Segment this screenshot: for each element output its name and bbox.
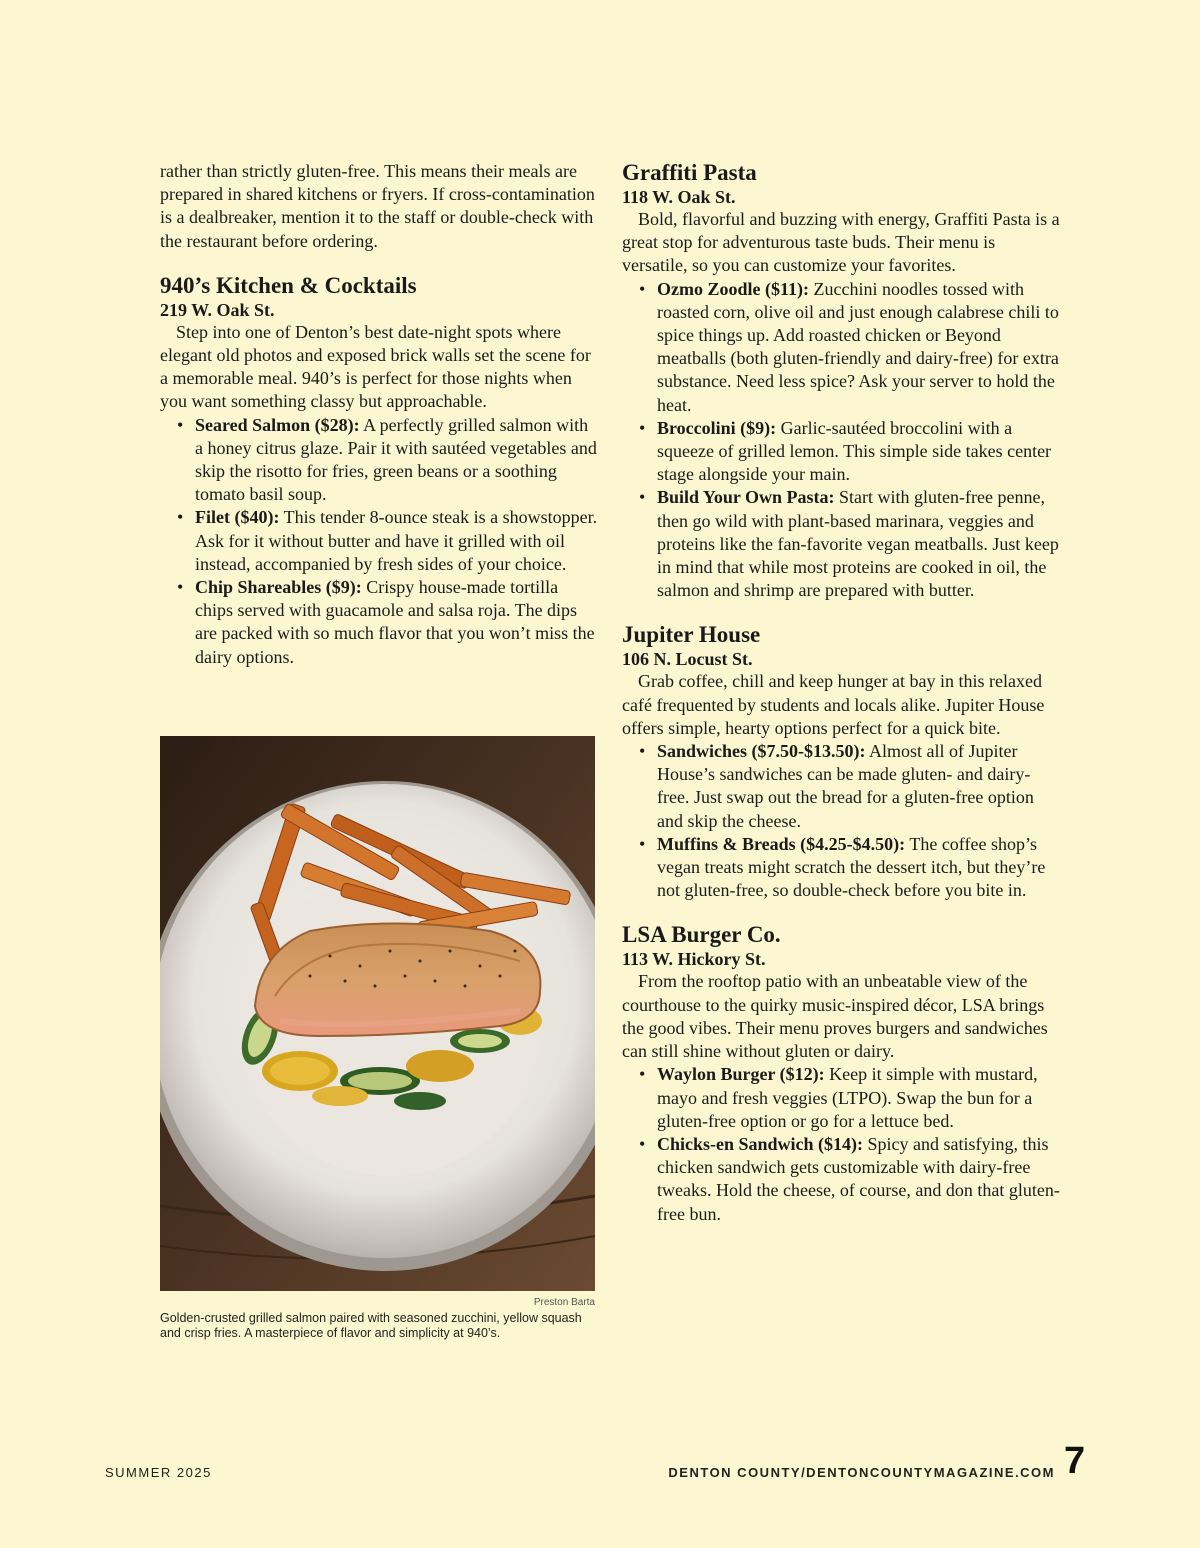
item-text: This tender 8-ounce steak is a showstopper. Ask for it without butter and have it grilled with oil instead, accompanied by fresh sides of your choice. bbox=[195, 507, 598, 574]
item-text: Spicy and satisfying, this chicken sandwich gets customizable with dairy-free tweaks. Hold the cheese, of course, and don that gluten-free bun. bbox=[657, 1133, 1060, 1224]
item-text: Zucchini noodles tossed with roasted corn, olive oil and just enough calabrese chili to spice things up. Add roasted chicken or Beyond meatballs (both gluten-friendly and dairy-free) for extra substance. Need less spice? Ask your server to hold the heat. bbox=[657, 278, 1059, 415]
menu-list bbox=[622, 278, 1062, 603]
item-text: Garlic-sautéed broccolini with a squeeze of grilled lemon. This simple side takes center stage alongside your main. bbox=[657, 417, 1052, 485]
item-text: Crispy house-made tortilla chips served with guacamole and salsa roja. The dips are packed with so much flavor that you won’t miss the dairy options. bbox=[195, 577, 595, 667]
section-lsa-burger bbox=[622, 922, 1062, 1225]
list-item bbox=[657, 486, 1062, 602]
right-column bbox=[622, 160, 1062, 1226]
item-text: The coffee shop’s vegan treats might scratch the dessert itch, but they’re not gluten-free, so double-check before you bite in. bbox=[657, 833, 1046, 901]
section-title: Graffiti Pasta bbox=[622, 160, 757, 185]
photo-caption: Golden-crusted grilled salmon paired with seasoned zucchini, yellow squash and crisp fries. A masterpiece of flavor and simplicity at 940’s. bbox=[160, 1311, 582, 1340]
list-item bbox=[195, 576, 600, 669]
footer-issue-date: SUMMER 2025 bbox=[105, 1465, 212, 1480]
item-name: Waylon Burger ($12): bbox=[657, 1064, 825, 1085]
item-text: Keep it simple with mustard, mayo and fresh veggies (LTPO). Swap the bun for a gluten-free option or go for a lettuce bed. bbox=[657, 1064, 1038, 1131]
section-title: 940’s Kitchen & Cocktails bbox=[160, 272, 417, 298]
list-item bbox=[657, 833, 1062, 903]
section-body: From the rooftop patio with an unbeatable view of the courthouse to the quirky music-inspired décor, LSA brings the good vibes. Their menu proves burgers and sandwiches can still shine without gluten or dairy. bbox=[622, 971, 1048, 1062]
item-name: Chicks-en Sandwich ($14): bbox=[657, 1133, 864, 1154]
section-address: 219 W. Oak St. bbox=[160, 299, 275, 320]
item-name: Muffins & Breads ($4.25-$4.50): bbox=[657, 833, 906, 854]
item-name: Chip Shareables ($9): bbox=[195, 577, 362, 598]
item-text: A perfectly grilled salmon with a honey citrus glaze. Pair it with sautéed vegetables and skip the risotto for fries, green beans or a soothing tomato basil soup. bbox=[195, 414, 597, 505]
footer-publication: DENTON COUNTY/DENTONCOUNTYMAGAZINE.COM bbox=[668, 1465, 1055, 1480]
section-title: Jupiter House bbox=[622, 622, 761, 648]
section-title: LSA Burger Co. bbox=[622, 922, 781, 948]
section-940s-kitchen bbox=[160, 273, 600, 669]
photo-credit: Preston Barta bbox=[533, 1297, 595, 1308]
list-item bbox=[195, 506, 600, 576]
section-body: Step into one of Denton’s best date-night spots where elegant old photos and exposed brick walls set the scene for a memorable meal. 940’s is perfect for those nights when you want something classy but approachable. bbox=[160, 321, 591, 412]
intro-paragraph: rather than strictly gluten-free. This means their meals are prepared in shared kitchens or fryers. If cross-contamination is a dealbreaker, mention it to the staff or double-check with the restaurant before ordering. bbox=[160, 161, 595, 251]
salmon-plate-image bbox=[160, 736, 595, 1291]
item-text: Almost all of Jupiter House’s sandwiches can be made gluten- and dairy-free. Just swap out the bread for a gluten-free option and skip the cheese. bbox=[657, 741, 1034, 831]
menu-list bbox=[622, 740, 1062, 902]
menu-list bbox=[160, 414, 600, 669]
list-item bbox=[195, 414, 600, 507]
item-text: Start with gluten-free penne, then go wild with plant-based marinara, veggies and proteins like the fan-favorite vegan meatballs. Just keep in mind that while most proteins are cooked in oil, the salmon and shrimp are prepared with butter. bbox=[657, 487, 1059, 601]
section-address: 106 N. Locust St. bbox=[622, 649, 753, 670]
section-graffiti-pasta bbox=[622, 160, 1062, 602]
item-name: Filet ($40): bbox=[195, 507, 280, 528]
item-name: Broccolini ($9): bbox=[657, 417, 777, 438]
menu-list bbox=[622, 1063, 1062, 1225]
item-name: Sandwiches ($7.50-$13.50): bbox=[657, 741, 866, 762]
list-item bbox=[657, 740, 1062, 833]
left-column bbox=[160, 160, 600, 669]
section-body: Grab coffee, chill and keep hunger at bay in this relaxed café frequented by students and locals alike. Jupiter House offers simple, hearty options perfect for a quick bite. bbox=[622, 671, 1045, 738]
salmon-photo bbox=[160, 736, 595, 1291]
section-address: 113 W. Hickory St. bbox=[622, 949, 766, 970]
item-name: Build Your Own Pasta: bbox=[657, 487, 835, 508]
section-address: 118 W. Oak St. bbox=[622, 187, 736, 207]
list-item bbox=[657, 1063, 1062, 1133]
list-item bbox=[657, 278, 1062, 417]
page-number: 7 bbox=[1064, 1440, 1086, 1482]
section-body: Bold, flavorful and buzzing with energy, Graffiti Pasta is a great stop for adventurous taste buds. Their menu is versatile, so you can customize your favorites. bbox=[622, 209, 1060, 276]
section-jupiter-house bbox=[622, 622, 1062, 902]
list-item bbox=[657, 417, 1062, 487]
list-item bbox=[657, 1133, 1062, 1226]
item-name: Seared Salmon ($28): bbox=[195, 414, 360, 435]
item-name: Ozmo Zoodle ($11): bbox=[657, 278, 809, 299]
